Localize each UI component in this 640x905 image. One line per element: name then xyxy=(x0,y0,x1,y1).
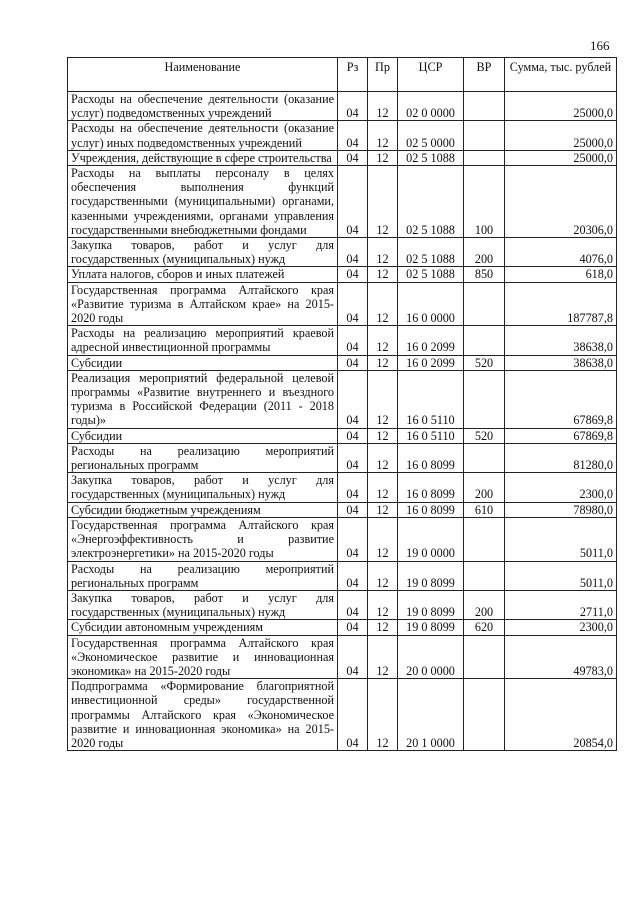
table-row xyxy=(68,428,617,443)
table-row xyxy=(68,517,617,561)
row-csr: 19 0 0000 xyxy=(398,517,464,561)
row-rz: 04 xyxy=(338,326,368,355)
row-pr: 12 xyxy=(368,428,398,443)
row-rz: 04 xyxy=(338,679,368,751)
table-row xyxy=(68,635,617,679)
table-header-row xyxy=(68,58,617,92)
row-vr xyxy=(464,92,505,121)
row-sum: 38638,0 xyxy=(505,355,617,370)
row-vr: 520 xyxy=(464,355,505,370)
row-sum: 25000,0 xyxy=(505,92,617,121)
table-row xyxy=(68,679,617,751)
row-vr xyxy=(464,561,505,590)
row-csr: 16 0 8099 xyxy=(398,443,464,472)
row-name: Расходы на обеспечение деятельности (оказание услуг) подведомственных учреждений xyxy=(68,92,338,121)
row-sum: 49783,0 xyxy=(505,635,617,679)
row-rz: 04 xyxy=(338,267,368,282)
row-vr: 200 xyxy=(464,238,505,267)
table-row xyxy=(68,590,617,619)
row-name: Расходы на обеспечение деятельности (оказание услуг) иных подведомственных учреждений xyxy=(68,121,338,150)
table-row xyxy=(68,370,617,428)
row-rz: 04 xyxy=(338,121,368,150)
row-sum: 2300,0 xyxy=(505,620,617,635)
table-row xyxy=(68,473,617,502)
row-name: Субсидии xyxy=(68,355,338,370)
row-name: Государственная программа Алтайского края «Экономическое развитие и инновационная экономика» на 2015-2020 годы xyxy=(68,635,338,679)
row-csr: 02 5 0000 xyxy=(398,121,464,150)
row-csr: 19 0 8099 xyxy=(398,561,464,590)
row-csr: 19 0 8099 xyxy=(398,590,464,619)
row-sum: 187787,8 xyxy=(505,282,617,326)
row-csr: 02 5 1088 xyxy=(398,150,464,165)
row-csr: 02 0 0000 xyxy=(398,92,464,121)
row-name: Закупка товаров, работ и услуг для государственных (муниципальных) нужд xyxy=(68,473,338,502)
row-csr: 16 0 8099 xyxy=(398,502,464,517)
row-name: Субсидии бюджетным учреждениям xyxy=(68,502,338,517)
row-sum: 25000,0 xyxy=(505,150,617,165)
row-rz: 04 xyxy=(338,92,368,121)
row-csr: 20 1 0000 xyxy=(398,679,464,751)
row-rz: 04 xyxy=(338,166,368,238)
table-row xyxy=(68,282,617,326)
row-vr xyxy=(464,635,505,679)
header-sum: Сумма, тыс. рублей xyxy=(505,58,617,92)
row-pr: 12 xyxy=(368,502,398,517)
row-name: Уплата налогов, сборов и иных платежей xyxy=(68,267,338,282)
header-csr: ЦСР xyxy=(398,58,464,92)
header-pr: Пр xyxy=(368,58,398,92)
row-name: Расходы на реализацию мероприятий региональных программ xyxy=(68,443,338,472)
row-csr: 19 0 8099 xyxy=(398,620,464,635)
row-name: Расходы на реализацию мероприятий региональных программ xyxy=(68,561,338,590)
row-name: Государственная программа Алтайского края «Энергоэффективность и развитие электроэнергетики» на 2015-2020 годы xyxy=(68,517,338,561)
row-vr xyxy=(464,150,505,165)
row-vr xyxy=(464,517,505,561)
row-rz: 04 xyxy=(338,517,368,561)
row-pr: 12 xyxy=(368,150,398,165)
row-vr: 610 xyxy=(464,502,505,517)
row-csr: 02 5 1088 xyxy=(398,267,464,282)
row-csr: 02 5 1088 xyxy=(398,166,464,238)
row-pr: 12 xyxy=(368,370,398,428)
row-rz: 04 xyxy=(338,282,368,326)
row-sum: 38638,0 xyxy=(505,326,617,355)
row-name: Расходы на выплаты персоналу в целях обеспечения выполнения функций государственными (муниципальными) органами, казенными учреждениями, органами управления государственными внебюджетными фондами xyxy=(68,166,338,238)
row-vr: 850 xyxy=(464,267,505,282)
row-pr: 12 xyxy=(368,590,398,619)
row-sum: 78980,0 xyxy=(505,502,617,517)
row-sum: 2300,0 xyxy=(505,473,617,502)
row-sum: 4076,0 xyxy=(505,238,617,267)
table-row xyxy=(68,166,617,238)
row-pr: 12 xyxy=(368,635,398,679)
row-vr xyxy=(464,443,505,472)
header-name: Наименование xyxy=(68,58,338,92)
row-sum: 618,0 xyxy=(505,267,617,282)
row-vr xyxy=(464,326,505,355)
row-csr: 16 0 2099 xyxy=(398,355,464,370)
row-name: Государственная программа Алтайского края «Развитие туризма в Алтайском крае» на 2015-2020 годы xyxy=(68,282,338,326)
row-rz: 04 xyxy=(338,620,368,635)
header-vr: ВР xyxy=(464,58,505,92)
row-sum: 25000,0 xyxy=(505,121,617,150)
row-pr: 12 xyxy=(368,92,398,121)
row-vr: 200 xyxy=(464,473,505,502)
row-csr: 16 0 0000 xyxy=(398,282,464,326)
row-rz: 04 xyxy=(338,443,368,472)
row-rz: 04 xyxy=(338,635,368,679)
row-name: Реализация мероприятий федеральной целевой программы «Развитие внутреннего и въездного туризма в Российской Федерации (2011 - 2018 годы)» xyxy=(68,370,338,428)
row-sum: 20306,0 xyxy=(505,166,617,238)
row-pr: 12 xyxy=(368,620,398,635)
table-row xyxy=(68,238,617,267)
row-sum: 81280,0 xyxy=(505,443,617,472)
row-vr: 620 xyxy=(464,620,505,635)
row-name: Субсидии автономным учреждениям xyxy=(68,620,338,635)
row-rz: 04 xyxy=(338,428,368,443)
table-row xyxy=(68,92,617,121)
row-rz: 04 xyxy=(338,561,368,590)
row-name: Подпрограмма «Формирование благоприятной инвестиционной среды» государственной программы Алтайского края «Экономическое развитие и инновационная экономика» на 2015-2020 годы xyxy=(68,679,338,751)
table-row xyxy=(68,561,617,590)
row-pr: 12 xyxy=(368,121,398,150)
row-pr: 12 xyxy=(368,473,398,502)
row-vr xyxy=(464,121,505,150)
row-pr: 12 xyxy=(368,282,398,326)
row-vr: 520 xyxy=(464,428,505,443)
row-rz: 04 xyxy=(338,370,368,428)
row-pr: 12 xyxy=(368,238,398,267)
row-rz: 04 xyxy=(338,590,368,619)
row-sum: 2711,0 xyxy=(505,590,617,619)
row-pr: 12 xyxy=(368,267,398,282)
row-pr: 12 xyxy=(368,326,398,355)
row-name: Закупка товаров, работ и услуг для государственных (муниципальных) нужд xyxy=(68,238,338,267)
row-vr: 200 xyxy=(464,590,505,619)
row-vr xyxy=(464,282,505,326)
row-sum: 67869,8 xyxy=(505,370,617,428)
row-pr: 12 xyxy=(368,443,398,472)
table-body xyxy=(68,92,617,751)
row-csr: 16 0 5110 xyxy=(398,428,464,443)
table-row xyxy=(68,443,617,472)
table-row xyxy=(68,326,617,355)
row-pr: 12 xyxy=(368,679,398,751)
row-sum: 67869,8 xyxy=(505,428,617,443)
row-sum: 5011,0 xyxy=(505,517,617,561)
row-rz: 04 xyxy=(338,150,368,165)
row-name: Учреждения, действующие в сфере строительства xyxy=(68,150,338,165)
budget-table xyxy=(67,57,617,751)
table-row xyxy=(68,121,617,150)
table-row xyxy=(68,150,617,165)
row-name: Субсидии xyxy=(68,428,338,443)
row-rz: 04 xyxy=(338,238,368,267)
row-csr: 20 0 0000 xyxy=(398,635,464,679)
row-pr: 12 xyxy=(368,561,398,590)
table-row xyxy=(68,620,617,635)
row-name: Закупка товаров, работ и услуг для государственных (муниципальных) нужд xyxy=(68,590,338,619)
table-row xyxy=(68,267,617,282)
row-sum: 20854,0 xyxy=(505,679,617,751)
page-number: 166 xyxy=(590,38,610,53)
header-rz: Рз xyxy=(338,58,368,92)
row-csr: 16 0 5110 xyxy=(398,370,464,428)
row-csr: 16 0 2099 xyxy=(398,326,464,355)
table-row xyxy=(68,355,617,370)
row-csr: 02 5 1088 xyxy=(398,238,464,267)
row-rz: 04 xyxy=(338,355,368,370)
row-pr: 12 xyxy=(368,166,398,238)
row-pr: 12 xyxy=(368,355,398,370)
row-csr: 16 0 8099 xyxy=(398,473,464,502)
row-name: Расходы на реализацию мероприятий краевой адресной инвестиционной программы xyxy=(68,326,338,355)
row-rz: 04 xyxy=(338,502,368,517)
row-pr: 12 xyxy=(368,517,398,561)
table-row xyxy=(68,502,617,517)
row-vr xyxy=(464,679,505,751)
row-vr xyxy=(464,370,505,428)
row-vr: 100 xyxy=(464,166,505,238)
row-rz: 04 xyxy=(338,473,368,502)
row-sum: 5011,0 xyxy=(505,561,617,590)
